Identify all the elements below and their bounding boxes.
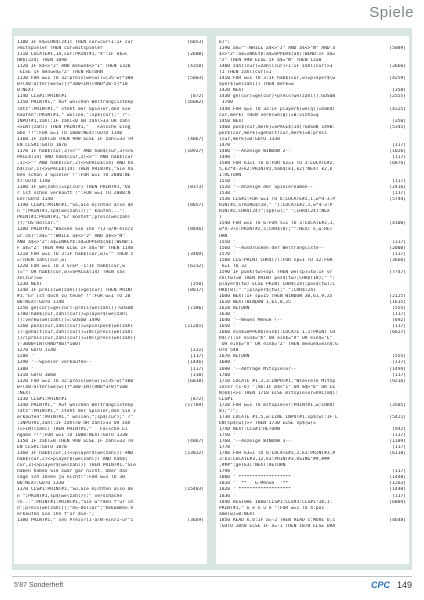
code-text: k=1 TO 32: [219, 263, 247, 269]
checksum: [1189]: [389, 439, 406, 445]
code-text: 1230 NEXT: [17, 281, 42, 287]
code-text: 1570 ': [219, 251, 236, 257]
code-text: PRINT#1," G e n u e ":FOR w=1 TO 4:pos: [219, 505, 325, 511]
checksum: [117]: [392, 251, 406, 257]
checksum: [117]: [392, 191, 406, 197]
code-text: ame(w)=0:NEXT: [219, 511, 255, 517]
code-text: =:THEN zahl(cur,w): [17, 257, 67, 263]
code-text: 1460 pos$(cur,merk)=SPACE$(14):GOSUB 1490:: [219, 124, 336, 130]
code-text: 1520 '--Anzeige der Spielernamen--: [219, 185, 314, 191]
code-text: 1760 '--Anzeige WINDOW 3--: [219, 439, 291, 445]
code-text: F a$="Z" THEN 990 ELSE IF a$="N" THEN 1140: [17, 245, 134, 251]
code-text: RINT#2,STRING$(18," "):LOCATE#2,1,w*4-3:P: [219, 203, 333, 209]
code-text: INPUT#1,zahl:IF zahl<0 OR zahl>33 OR zahl: [17, 118, 131, 124]
code-text: r ist schon verkauft !":FOR w=1 TO 2000:N: [17, 191, 131, 197]
code-text: 1320 FOR w=1 TO 32:preis(we(w))=(35-w)*300: [17, 378, 134, 384]
code-text: 0:NEXT: [17, 88, 34, 94]
checksum: [2416]: [389, 185, 406, 191]
checksum: [350]: [392, 88, 406, 94]
code-text: )):verkw(we(zahl))=:GOSUB 1490: [17, 318, 100, 324]
checksum: [117]: [190, 366, 204, 372]
listing-panel: [12, 28, 412, 570]
code-text: :NEXT: [17, 390, 31, 396]
checksum: [11201]: [184, 324, 204, 330]
code-text: ))/(preis(cur,zahl(cur))=INT(preis(we(zahl): [17, 336, 136, 342]
code-text: 1110 LOCATE#1,14,cur:PRINT#1,"X":IF k$=C: [17, 52, 128, 58]
issue-label: 5'87 Sonderheft: [14, 582, 64, 589]
code-text: HR$(8);" ";player$(tw);" ";CHR$(24): [219, 287, 316, 293]
checksum: [555]: [392, 354, 406, 360]
code-text: 1620 RETURN: [219, 306, 250, 312]
code-text: 1660 ein$=UPPER$(ein$):LOCATE 1,1:PRINT CH: [219, 330, 336, 336]
code-text: "Z" THEN 990 ELSE IF a$="N" THEN 1330: [219, 58, 322, 64]
code-text: 1170 IF hab$(cur,3)<>"" AND hab$(cur,3)<>S: [17, 148, 134, 154]
code-text: 1:RETURN: [219, 173, 242, 179]
checksum: [117]: [392, 154, 406, 160]
checksum: [8373]: [187, 185, 204, 191]
code-text: CLS#1: [219, 396, 233, 402]
code-text: )):gehalt(cur,zahl(cur))=INT(preis(we(zahl: [17, 330, 134, 336]
checksum: [117]: [392, 239, 406, 245]
code-text: l<>INT(zahl) THEN PRINT#1," Falsche Ei: [17, 427, 128, 432]
code-text: 1490 ': [219, 154, 236, 160]
listing-column-right: [216, 36, 409, 564]
checksum: [117]: [392, 445, 406, 451]
code-text: 1790 ': [219, 469, 236, 475]
code-text: ));"US-Dollar.": [17, 221, 59, 227]
checksum: [311]: [190, 348, 204, 354]
code-text: n ";PRINT#1,sp$(we(zahl));" kaufen...":: [17, 209, 125, 215]
checksum: [1440]: [389, 487, 406, 493]
code-text: 1120 IF k$<>"J" AND menue$<>"I" THEN 1320: [17, 64, 131, 70]
code-line: [219, 524, 406, 530]
code-text: 0+(40-alter(we(w)))*300+INT(RND*20-5)*10: [17, 82, 128, 88]
code-text: 1370 CLS#1:PRINT#1,"So,Sie m|chten also de: [17, 487, 134, 493]
code-text: N(m$)<>1 THEN 1710 ELSE mitspieler=VAL(m$):: [219, 390, 338, 396]
code-text: b$(cur,1)<>SPACE$(14) THEN PRINT#1,"Sie ha: [17, 166, 134, 172]
code-text: 1590 IF punk(tw)<spl THEN we(sp)=tw:IF vr: [219, 269, 333, 275]
checksum: [1615]: [389, 300, 406, 306]
code-text: erkaufen Sie ihn f"ur die-";: [17, 511, 95, 517]
checksum: [872]: [190, 396, 204, 402]
checksum: [5744]: [389, 197, 406, 203]
code-text: 1740 NEXT:CLS#1:RETURN: [219, 427, 280, 432]
checksum: [16002]: [184, 100, 204, 106]
code-line: [17, 518, 204, 524]
code-text: 1260 pos$(cur,zahl(cur))=spielpos$(we(zahl: [17, 324, 134, 330]
checksum: [4358]: [187, 64, 204, 70]
checksum: [5003]: [187, 76, 204, 82]
checksum: [2600]: [187, 52, 204, 58]
checksum: [117]: [190, 354, 204, 360]
checksum: [5345]: [389, 124, 406, 130]
code-text: ck(tw)=0 THEN PRINT pos$(tw);CHR$(18);" ":: [219, 275, 336, 281]
code-text: 1210 FOR w=1 TO 3:IF hab$(cur,w)="" THEN z: [17, 251, 134, 257]
checksum: [404, 524, 406, 530]
code-text: 1610 NEXT:WINDOW 1,61,8,25: [219, 300, 291, 306]
checksum: [5421]: [389, 414, 406, 420]
checksum: [13032]: [184, 451, 204, 457]
code-text: 1450 NEXT: [219, 118, 244, 124]
code-text: 1360 IF hab$(cur,1)<>player$(we(zahl)) AND: [17, 451, 134, 457]
code-text: OTO 540: [219, 348, 239, 354]
checksum: [15403]: [184, 487, 204, 493]
code-text: 0+(40-alter(we(w)))*300-INT(RND*3+8)*100: [17, 384, 128, 390]
code-text: haben haben Sie zwar gar nicht. aber das: [17, 469, 128, 475]
code-text: 00:NEXT:GOTO 1140: [17, 300, 65, 306]
code-text: (1 THEN zahl(cur)=1: [219, 70, 272, 76]
code-text: :INPUT#1,zahl:IF zahl<0 OR zahl>33 OR zah: [17, 420, 131, 426]
checksum: [4067]: [187, 136, 204, 142]
code-text: ieler (1-6) ";m$:IF m$<"1" OR m$>"6" OR LE: [219, 384, 336, 390]
code-text: 1190 CLS#1:PRINT#1,"So,Sie m|chten also de: [17, 203, 134, 209]
code-text: 1240 IF preis(we(zahl))>ge(cur) THEN PRINT: [17, 287, 134, 293]
code-text: 1560 '--Ausdrucken der Weltrangliste--: [219, 245, 325, 251]
code-text: 3:k3:LOCATE#3,12,k3:PRINT#3,USING"##,###: [219, 457, 330, 463]
checksum: [1446]: [187, 360, 204, 366]
code-text: <>INT(zahl) THEN PRINT#1," Falsche Eing: [17, 124, 131, 130]
code-text: erkaufen":PRINT#1," wollen,";sp$(cur);" ?": [17, 414, 134, 420]
code-text: 1280 ': [17, 354, 34, 360]
code-text: 5,k2*4-3+k2:PRINT#2,hab$(k1,k2):NEXT k2,k: [219, 166, 333, 172]
code-text: 1510 ': [219, 179, 236, 185]
code-text: URN: [219, 233, 228, 239]
code-text: 1420 NEXT: [219, 88, 244, 94]
checksum: [17789]: [184, 402, 204, 408]
code-text: EN CLS#1:GOTO 1070: [17, 445, 67, 451]
code-text: ,1)<>"" AND hab$(cur,2)<>SPACE$(14) AND ha: [17, 160, 134, 166]
checksum: [8057]: [187, 203, 204, 209]
checksum: [8017]: [187, 287, 204, 293]
code-text: #1,"Er ist doch zu teuer !":FOR w=1 TO 20: [17, 293, 131, 299]
code-text: ur.ck)":a$="":WHILE a$<>"J" AND a$<>"N": [17, 233, 125, 239]
checksum: [872]: [190, 94, 204, 100]
checksum: [117]: [392, 360, 406, 366]
checksum: [117]: [392, 433, 406, 439]
code-text: 1700 ': [219, 372, 236, 378]
code-text: 1380 PRINT#1," sen Preis?(J-a/N-ein/Z-ur"c: [17, 517, 134, 523]
code-text: 1160 IF zahl=0 THEN 990 ELSE IF zahl=33 TH: [17, 136, 134, 142]
checksum: [310]: [190, 372, 204, 378]
code-text: sage ich Ihnen ja nicht!":FOR w=1 TO 30: [17, 475, 125, 481]
code-text: EN(sp$(w))>7 THEN 1730 ELSE sp$(w)=: [219, 420, 316, 426]
code-text: 1780: [219, 100, 233, 106]
code-text: PACE$(14) AND hab$(cur,2)<>"" AND hab$(cur: [17, 154, 134, 160]
checksum: [8046]: [187, 227, 204, 233]
code-text: 00:NEXT:GOTO 1330: [17, 481, 65, 487]
code-text: 1340 PRINT#1," Auf welchen Weltranglistenp: [17, 402, 134, 408]
code-text: T: [219, 215, 222, 221]
code-text: 1780:hab$(cur,zahl(cur))=player$(we(zahl: [17, 312, 128, 318]
code-text: AND a$<>"Z":a$=INKEY$:a$=UPPER$(a$):WEND:I: [17, 239, 134, 245]
code-text: 1530 CLS#2:FOR w=1 TO 6:LOCATE#2,1,w*4-3:P: [219, 197, 336, 203]
checksum: [4259]: [389, 76, 406, 82]
checksum: [6004]: [389, 499, 406, 505]
code-text: 1400 zahl(cur)=zahl(cur)+1:IF zahl(cur)>3: [219, 64, 333, 70]
code-text: 1630 ': [219, 312, 236, 318]
code-text: 1250 ge(cur)=ge(cur)-preis(we(zahl)):GOSUB: [17, 306, 134, 312]
checksum: [555]: [392, 306, 406, 312]
code-text: 1390 a$="":WHILE a$<>"J" AND a$<>"N" AND a: [219, 46, 336, 52]
code-text: EN CLS#1:GOTO 1070: [17, 142, 67, 148]
code-text: latz":PRINT#1," steht der Spieler,den Sie: [17, 106, 131, 112]
code-text: 1840 RESTORE 1860:CLS#1:CLS#3:CLS#1:10,1:: [219, 499, 333, 505]
checksum: [4648]: [389, 517, 406, 523]
checksum: [2666]: [389, 64, 406, 70]
code-text: 1800 ' *******************: [219, 475, 291, 481]
code-text: 1810 ' ** G-Menue **: [219, 481, 289, 487]
code-text: 1150 PRINT#1," Auf welchen Weltranglistenp: [17, 100, 134, 106]
checksum: [2555]: [389, 94, 406, 100]
code-text: 1690 '--Abfrage Mitspieler--: [219, 366, 297, 372]
checksum: [117]: [392, 469, 406, 475]
checksum: [3669]: [187, 517, 204, 523]
code-text: 1670 RETURN: [219, 354, 250, 360]
code-text: ELSE IF menue$="Z" THEN RETURN: [17, 70, 103, 76]
listing-column-left: [14, 36, 207, 564]
code-text: 1730 LOCATE #1,5,w:LINE INPUT#1,sp$(w):IF L: [219, 414, 338, 420]
checksum: [2008]: [389, 245, 406, 251]
section-title: Spiele: [369, 4, 414, 21]
code-text: ,###";ge(k3):NEXT:RETURN: [219, 463, 286, 469]
checksum: [692]: [392, 318, 406, 324]
code-text: kaufen":PRINT#1," wollen,";sp$(cur);" ?":: [17, 112, 131, 118]
page-header: [0, 0, 424, 26]
checksum: [6627]: [389, 330, 406, 336]
checksum: [350]: [392, 118, 406, 124]
checksum: [4225]: [389, 106, 406, 112]
code-text: PRINT#1:PRINT#1,"Er kostet";preis(we(zahl: [17, 215, 131, 221]
checksum: [6110]: [389, 451, 406, 457]
code-text: 1350 IF zahl=0 THEN 990 ELSE IF zahl=33 TH: [17, 439, 134, 445]
code-text: 1850 READ k,b:IF a=-2 THEN READ c:MOVE b,c: [219, 517, 336, 523]
code-text: ben schon 3 Spieler !":FOR w=1 TO 2000:NE: [17, 173, 131, 179]
code-text: 8);":";: [219, 408, 239, 414]
checksum: [350]: [190, 281, 204, 287]
code-text: 1480 '--Anzeige WINDOW 2--: [219, 148, 291, 154]
checksum: [117]: [392, 312, 406, 318]
code-text: :GOTO 1850 ELSE IF a=-1 THEN 1870 ELSE DRA: [219, 523, 336, 529]
code-text: k)";: [219, 40, 231, 45]
checksum: [4067]: [187, 439, 204, 445]
code-text: n ";PRINT#1,sp$(we(zahl));" verschache: [17, 493, 123, 499]
checksum: [4100]: [389, 221, 406, 227]
code-text: OR ein$="V" OR ein$="Z" THEN menue$=ein$:G: [219, 342, 338, 348]
checksum: [3585]: [389, 402, 406, 408]
code-text: pos$(cur,merk)=gehalt(cur,merk)=0:preis: [219, 130, 327, 136]
code-text: EXT:GOTO 1140: [17, 197, 53, 203]
code-text: 1770 ': [219, 445, 236, 451]
code-text: cur,3)<>player$(we(zahl)) THEN PRINT#1,"Sie: [17, 463, 136, 469]
code-text: RINT#2,CHR$(24)";sp$(w);" ";CHR$(24):NEX: [219, 209, 330, 215]
checksum: [9216]: [389, 378, 406, 384]
code-text: n";preis(we(zahl));"US-Dollar";"bekommen.V: [17, 505, 134, 511]
checksum: [117]: [392, 179, 406, 185]
checksum: [1440]: [389, 475, 406, 481]
code-text: 1270 GOTO 1140: [17, 348, 56, 354]
code-text: 1640 '--Neues Menue !--: [219, 318, 283, 324]
code-text: 1220 FOR w=1 TO 3 STEP -1:IF hab$(cur,w: [17, 263, 125, 269]
checksum: [6232]: [187, 263, 204, 269]
code-text: 1440 FOR q=1 TO 32:IF player$(we(q))=hab$(: [219, 106, 336, 112]
code-text: 1500 FOR k1=1 TO 6:FOR k2=1 TO 3:LOCATE#2,: [219, 160, 336, 166]
code-text: 1310 GOTO 1060: [17, 372, 56, 378]
page-number: 149: [396, 580, 412, 590]
code-text: 1180 IF we(zahl)=sp(cur) THEN PRINT#1,"Da: [17, 185, 131, 191]
code-text: 1290 '--Spieler verkaufen--: [17, 360, 92, 366]
code-text: 1550 ': [219, 239, 236, 245]
code-text: 1330 CLS#1:PRINT#1: [17, 396, 67, 402]
code-text: 1680 ': [219, 360, 236, 366]
code-text: ze(cur)=w: [17, 275, 42, 281]
code-text: ayer$(we(zahl)) THEN merk=w: [219, 82, 294, 88]
checksum: [1026]: [389, 148, 406, 154]
code-text: 1580 CLS:PRINT CHR$(7):FOR sp=1 TO 32:FOR: [219, 257, 333, 263]
checksum: [6038]: [187, 378, 204, 384]
checksum: [10927]: [184, 148, 204, 154]
code-text: 1820 ' *******************: [219, 487, 291, 493]
code-text: 1710 LOCATE #1,3,3:INPUT#1,"Wieviele Mitsp: [219, 378, 336, 384]
code-text: )-3000+INT(RND*80)*100): [17, 342, 81, 348]
code-text: ngabe !!":FOR w=1 TO 1000:NEXT:GOTO 1330: [17, 433, 128, 439]
code-text: 1130 FOR w=1 TO 32:preis(we(w))=(35-w)*300: [17, 76, 134, 82]
checksum: [3409]: [187, 251, 204, 257]
checksum: [1494]: [389, 366, 406, 372]
checksum: [117]: [392, 372, 406, 378]
code-text: player$(tw) ELSE PRINT CHR$(24);pos$(tw);C: [219, 281, 336, 287]
code-text: cur,merk) THEN verk(we(q))=0:vinto=q: [219, 112, 319, 118]
code-text: 1100 IF k$=CHR$(241) THEN cur=cur+1:IF cur: [17, 40, 134, 45]
code-text: 1200 PRINT#1,"Wassen Sie ihn ?(J-a/N-ein/Z: [17, 227, 134, 233]
checksum: [117]: [392, 324, 406, 330]
code-text: XT:GOTO 1140: [17, 179, 51, 185]
checksum: [942]: [392, 427, 406, 432]
code-text: 1410 FOR w=1 TO 3:IF hab$(cur,w)=player$(w: [219, 76, 336, 82]
code-text: )="" OR hab$(cur,w)=SPACE$(14) THEN sas: [17, 269, 125, 275]
code-text: 1780 FOR k3=1 TO 6:LOCATE#3,2,k3:PRINT#3,#: [219, 451, 336, 457]
code-text: 1470 ': [219, 142, 236, 148]
code-text: >mitspieler THEN cur=mitspieler: [17, 46, 103, 52]
checksum: [2125]: [389, 293, 406, 299]
checksum: [6053]: [187, 40, 204, 45]
code-text: 1600 NEXT:IF sp=15 THEN WINDOW 30,61,9,25: [219, 293, 333, 299]
checksum: [117]: [392, 493, 406, 499]
code-text: abe !!":FOR w=1 TO 1000:NEXT:GOTO 1140: [17, 130, 123, 136]
checksum: [5089]: [389, 46, 406, 52]
code-text: 1720 FOR w=1 TO mitspieler:PRINT#1,w;CHR$(: [219, 402, 336, 408]
code-text: R$(7):IF ein$="K" OR ein$="V" OR ein$="E": [219, 336, 333, 342]
code-text: 1830 ': [219, 493, 236, 499]
code-text: 1430 ge(cur)=ge(cur)+preis(we(zahl)):GOSUB: [219, 94, 336, 100]
code-text: (cur,merk)=0:GOTO 1330: [219, 136, 280, 142]
code-text: $<>"Z":a$=INKEY$:a$=UPPER$(a$):WEND:IF a$=: [219, 52, 336, 58]
code-text: 1540 FOR w=1 TO 6:FOR s=1 TO 3:LOCATE#2,1,: [219, 221, 336, 227]
code-text: 1140 CLS#1:PRINT#1: [17, 94, 67, 100]
code-text: w*4-3+s:PRINT#2,s;CHR$(8);"":NEXT s,w:RET: [219, 227, 333, 233]
checksum: [117]: [392, 142, 406, 148]
checksum: [7747]: [389, 269, 406, 275]
checksum: [1263]: [389, 481, 406, 487]
code-text: rn...":PRINT#1:PRINT#1,"Sie w"rden f"ur ih: [17, 499, 134, 505]
magazine-logo: CPC: [370, 580, 390, 590]
checksum: [6876]: [389, 160, 406, 166]
checksum: [7386]: [187, 306, 204, 312]
footer-divider: [12, 576, 412, 577]
code-text: 1300 ': [17, 366, 34, 372]
code-text: hab$(cur,2)<>player$(we(zahl)) AND hab$(: [17, 457, 128, 463]
code-text: 1530 ': [219, 191, 236, 197]
code-text: latz":PRINT#1," steht der Spieler,den Sie v: [17, 408, 136, 414]
code-text: 1750 ': [219, 433, 236, 439]
code-text: 1650 ': [219, 324, 236, 330]
checksum: [3666]: [389, 257, 406, 263]
code-text: HR$(224) THEN 1090: [17, 58, 67, 64]
